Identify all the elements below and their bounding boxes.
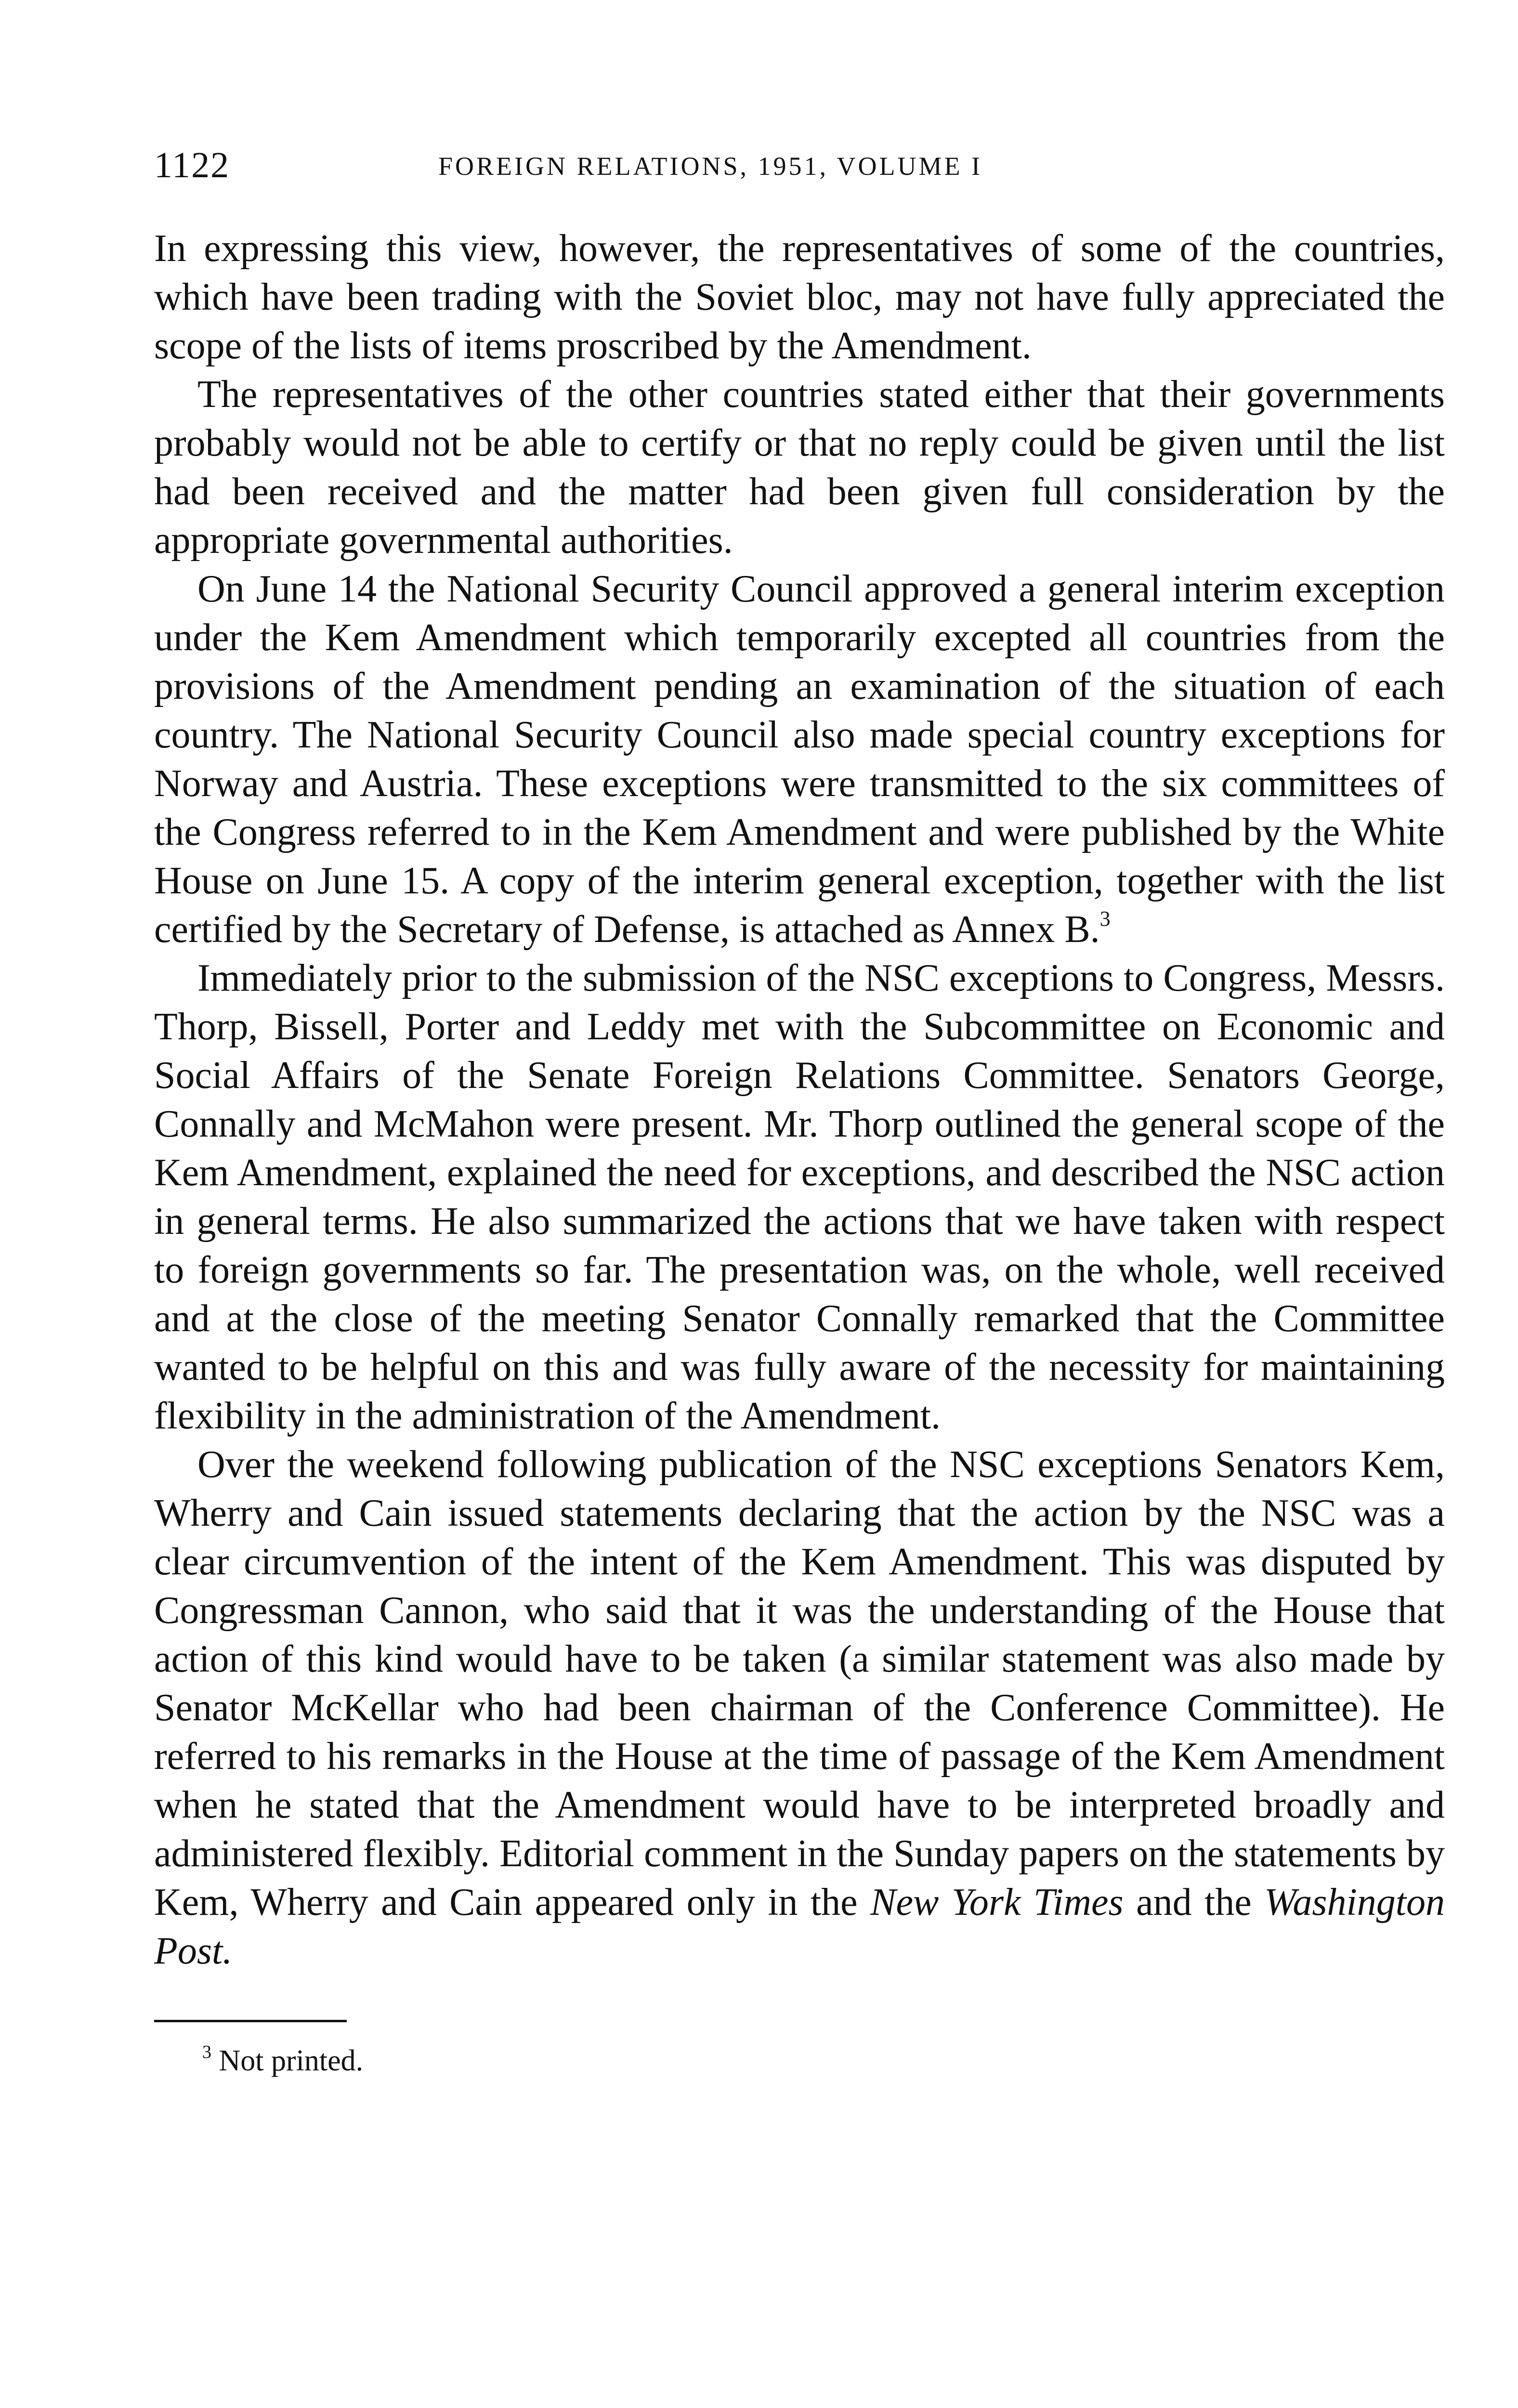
newspaper-title-nyt: New York Times bbox=[870, 1881, 1124, 1924]
paragraph-1-text: In expressing this view, however, the representatives of some of the countries, which have been trading with the Soviet bloc, may not have fully appreciated the scope of the lists of items proscribed by the Amendment. bbox=[154, 227, 1445, 367]
newspaper-title-wapo: Washington Post. bbox=[154, 1881, 1445, 1972]
footnote-3 bbox=[202, 2042, 1445, 2080]
body-text bbox=[154, 224, 1445, 1976]
footnote-divider bbox=[154, 2020, 347, 2022]
paragraph-3 bbox=[154, 565, 1445, 954]
footnote-reference-3: 3 bbox=[1099, 907, 1111, 930]
running-header bbox=[154, 144, 1445, 202]
document-page bbox=[154, 144, 1445, 2080]
paragraph-5-text: Over the weekend following publication of the NSC exceptions Senators Kem, Wherry and Cain issued statements declaring that the action by the NSC was a clear circumvention of the intent of the Kem Amendment. This was disputed by Congressman Cannon, who said that it was the understanding of the House that action of this kind would have to be taken (a similar statement was also made by Senator McKellar who had been chairman of the Conference Committee). He referred to his remarks in the House at the time of passage of the Kem Amendment when he stated that the Amendment would have to be interpreted broadly and administered flexibly. Editorial comment in the Sunday papers on the statements by Kem, Wherry and Cain appeared only in the bbox=[154, 1443, 1445, 1924]
paragraph-2 bbox=[154, 370, 1445, 565]
footnote-marker: 3 bbox=[202, 2042, 211, 2062]
paragraph-4 bbox=[154, 954, 1445, 1440]
paragraph-2-text: The representatives of the other countries stated either that their governments probably would not be able to certify or that no reply could be given until the list had been received and the matter had been given full consideration by the appropriate governmental authorities. bbox=[154, 373, 1445, 562]
paragraph-5 bbox=[154, 1440, 1445, 1976]
paragraph-1 bbox=[154, 224, 1445, 370]
footnote-text: Not printed. bbox=[219, 2044, 364, 2077]
paragraph-3-text: On June 14 the National Security Council approved a general interim exception under the Kem Amendment which temporarily excepted all countries from the provisions of the Amendment pending an examination of the situation of each country. The National Security Council also made special country exceptions for Norway and Austria. These exceptions were transmitted to the six committees of the Congress referred to in the Kem Amendment and were published by the White House on June 15. A copy of the interim general exception, together with the list certified by the Secretary of Defense, is attached as Annex B. bbox=[154, 568, 1445, 951]
running-title: FOREIGN RELATIONS, 1951, VOLUME I bbox=[438, 152, 982, 181]
paragraph-5-conjunction: and the bbox=[1123, 1881, 1265, 1924]
paragraph-4-text: Immediately prior to the submission of the NSC exceptions to Congress, Messrs. Thorp, Bissell, Porter and Leddy met with the Subcommittee on Economic and Social Affairs of the Senate Foreign Relations Committee. Senators George, Connally and McMahon were present. Mr. Thorp outlined the general scope of the Kem Amendment, explained the need for exceptions, and described the NSC action in general terms. He also summarized the actions that we have taken with respect to foreign governments so far. The presentation was, on the whole, well received and at the close of the meeting Senator Connally remarked that the Committee wanted to be helpful on this and was fully aware of the necessity for maintaining flexibility in the administration of the Amendment. bbox=[154, 957, 1445, 1437]
page-number: 1122 bbox=[154, 145, 230, 185]
